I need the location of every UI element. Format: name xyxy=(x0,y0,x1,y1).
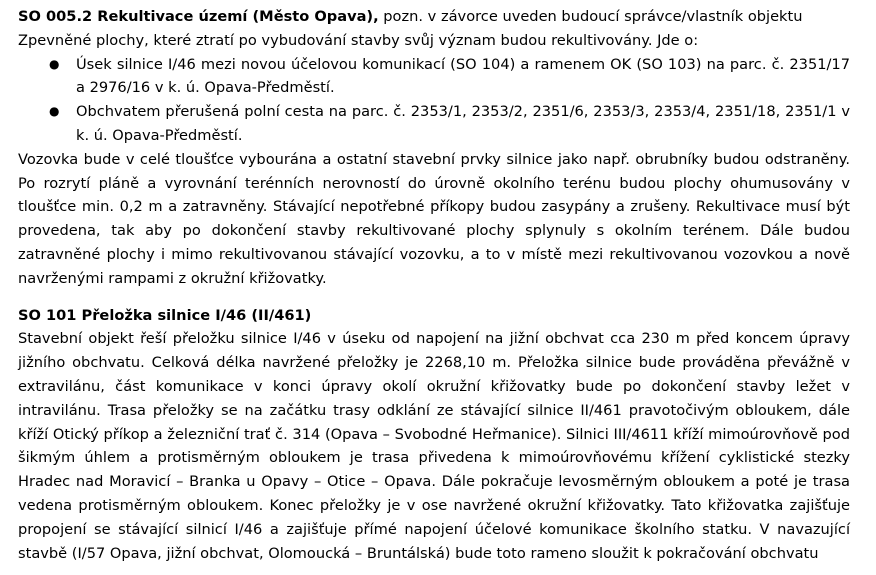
section-heading-so-005-2 xyxy=(18,5,850,29)
list-item-text: Obchvatem přerušená polní cesta na parc. č. 2353/1, 2353/2, 2351/6, 2353/3, 2353/4, 2351/18, 2351/1 v k. ú. Opava-Předměstí. xyxy=(76,103,850,144)
bullet-icon: ● xyxy=(49,104,60,119)
section-intro: Zpevněné plochy, které ztratí po vybudování stavby svůj význam budou rekultivovány. Jde o: xyxy=(18,31,699,49)
list-item-text: Úsek silnice I/46 mezi novou účelovou komunikací (SO 104) a ramenem OK (SO 103) na parc. č. 2351/17 a 2976/16 v k. ú. Opava-Předměstí. xyxy=(76,55,850,97)
section-heading-so-101 xyxy=(18,304,850,328)
section-body-paragraph: Vozovka bude v celé tloušťce vybourána a ostatní stavební prvky silnice jako např. obrubníky budou odstraněny. Po rozrytí pláně a vyrovnání terénních nerovností do úrovně okolního terénu budou plochy ohumusovány v tloušťce min. 0,2 m a zatravněny. Stávající nepotřebné příkopy budou zasypány a zrušeny. Rekultivace musí být provedena, tak aby po dokončení stavby rekultivované plochy splynuly s okolním terénem. Dále budou zatravněné plochy i mimo rekultivovanou stávající vozovku, a to v místě mezi rekultivovanou vozovkou a nově navrženými rampami z okružní křižovatky. xyxy=(18,150,850,287)
section-heading-title: SO 005.2 Rekultivace území (Město Opava), xyxy=(18,8,379,25)
list-item xyxy=(18,53,850,101)
bullet-icon: ● xyxy=(49,56,60,71)
section-heading-note: pozn. v závorce uveden budoucí správce/vlastník objektu xyxy=(378,8,803,25)
section-spacer xyxy=(18,291,850,304)
bullet-list xyxy=(18,53,850,148)
section-heading-title: SO 101 Přeložka silnice I/46 (II/461) xyxy=(18,306,312,324)
section-body-paragraph: Stavební objekt řeší přeložku silnice I/46 v úseku od napojení na jižní obchvat cca 230 m před koncem úpravy jižního obchvatu. Celková délka navržené přeložky je 2268,10 m. Přeložka silnice bude prováděna převážně v extravilánu, část komunikace v konci úpravy okolí okružní křižovatky bude po dokončení stavby ležet v intravilánu. Trasa přeložky se na začátku trasy odklání ze stávající silnice II/461 pravotočivým obloukem, dále kříží Otický příkop a železniční trať č. 314 (Opava – Svobodné Heřmanice). Silnici III/4611 kříží mimoúrovňově pod šikmým úhlem a protisměrným obloukem je trasa přivedena k mimoúrovňovému křížení cyklistické stezky Hradec nad Moravicí – Branka u Opavy – Otice – Opava. Dále pokračuje levosměrným obloukem a poté je trasa vedena protisměrným obloukem. Konec přeložky je v ose navržené okružní křižovatky. Tato křižovatka zajišťuje propojení se stávající silnicí I/46 a zajišťuje přímé napojení účelové komunikace školního statku. V navazující stavbě (I/57 Opava, jižní obchvat, Olomoucká – Bruntálská) bude toto rameno sloužit k pokračování obchvatu xyxy=(18,330,850,562)
list-item xyxy=(18,100,850,148)
